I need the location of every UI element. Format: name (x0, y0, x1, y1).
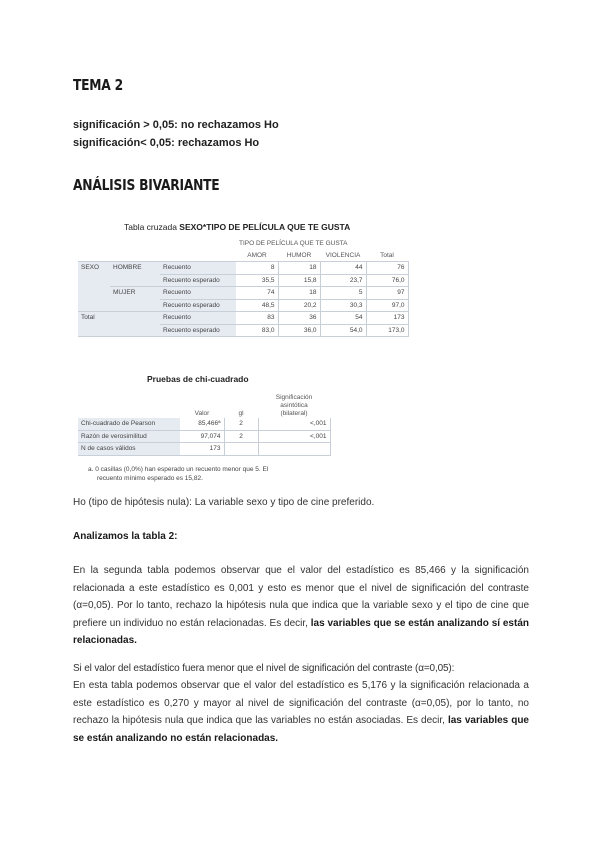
hombre-label: HOMBRE (110, 262, 160, 275)
sig-header-line-2: asintótica (280, 402, 308, 409)
paragraph-1-conclusion: las variables que se están analizando sí están relacionadas. (73, 617, 529, 646)
cell: 2 (224, 430, 258, 443)
cell: <,001 (258, 418, 330, 430)
cell: 85,466ª (180, 418, 224, 430)
analysis-heading: Analizamos la tabla 2: (73, 531, 178, 542)
cell: 36 (278, 312, 320, 325)
cell: 54 (320, 312, 366, 325)
col-header-humor: HUMOR (278, 250, 320, 262)
cell: 36,0 (278, 324, 320, 337)
cell: 97,0 (366, 299, 408, 312)
cell: 48,5 (236, 299, 278, 312)
row-label: Razón de verosimilitud (78, 430, 180, 443)
cell: 54,0 (320, 324, 366, 337)
col-header-gl: gl (238, 410, 244, 417)
cell: <,001 (258, 430, 330, 443)
table-row (78, 324, 408, 337)
crosstab-table (78, 238, 409, 337)
cell: 173 (366, 312, 408, 325)
row-label: Chi-cuadrado de Pearson (78, 418, 180, 430)
sig-header-line-3: (bilateral) (280, 410, 308, 417)
cell: 20,2 (278, 299, 320, 312)
paragraph-3-conclusion: las variables que se están analizando no están relacionadas. (73, 715, 529, 744)
col-header-violencia: VIOLENCIA (320, 250, 366, 262)
sexo-label: SEXO (78, 262, 110, 275)
chi-footnote-1: a. 0 casillas (0,0%) han esperado un recuento menor que 5. El (88, 466, 269, 473)
col-header-total: Total (366, 250, 408, 262)
total-label: Total (78, 312, 160, 325)
row-label: Recuento esperado (160, 274, 236, 287)
cell: 5 (320, 287, 366, 300)
col-header-valor: Valor (194, 410, 210, 417)
chi-table-title: Pruebas de chi-cuadrado (147, 374, 249, 384)
cell: 2 (224, 418, 258, 430)
cell: 97,074 (180, 430, 224, 443)
col-header-sig (258, 388, 330, 418)
cell: 76 (366, 262, 408, 275)
table-row (78, 299, 408, 312)
crosstab-group-header: TIPO DE PELÍCULA QUE TE GUSTA (239, 240, 348, 247)
cell: 173 (180, 443, 224, 456)
ho-definition: Ho (tipo de hipótesis nula): La variable sexo y tipo de cine preferido. (73, 497, 375, 508)
table-row (78, 312, 408, 325)
cell: 44 (320, 262, 366, 275)
cell: 76,0 (366, 274, 408, 287)
crosstab-title-prefix: Tabla cruzada (124, 222, 180, 232)
row-label: N de casos válidos (78, 443, 180, 456)
cell (224, 443, 258, 456)
rule-reject: significación< 0,05: rechazamos Ho (73, 137, 260, 149)
chi-footnote-2: recuento mínimo esperado es 15,82. (97, 475, 203, 482)
table-row (78, 262, 408, 275)
cell (258, 443, 330, 456)
row-label: Recuento esperado (160, 324, 236, 337)
col-header-amor: AMOR (236, 250, 278, 262)
cell: 18 (278, 262, 320, 275)
cell: 74 (236, 287, 278, 300)
cell: 23,7 (320, 274, 366, 287)
cell: 173,0 (366, 324, 408, 337)
crosstab-title-bold: SEXO*TIPO DE PELÍCULA QUE TE GUSTA (179, 222, 351, 232)
row-label: Recuento (160, 312, 236, 325)
row-label: Recuento (160, 262, 236, 275)
cell: 18 (278, 287, 320, 300)
section-title: ANÁLISIS BIVARIANTE (73, 176, 220, 194)
table-row (78, 287, 408, 300)
analysis-paragraph-1 (73, 562, 529, 650)
crosstab-title (124, 222, 350, 232)
table-row (78, 274, 408, 287)
table-row (78, 430, 330, 443)
cell: 30,3 (320, 299, 366, 312)
analysis-paragraph-3 (73, 677, 529, 747)
mujer-label: MUJER (110, 287, 160, 300)
cell: 35,5 (236, 274, 278, 287)
table-row (78, 443, 330, 456)
hypothetical-line: Si el valor del estadístico fuera menor que el nivel de significación del contraste (α=0,05): (73, 663, 455, 674)
sig-header-line-1: Significación (275, 394, 313, 401)
chi-square-table (78, 388, 331, 456)
table-row (78, 418, 330, 430)
paragraph-1-text: En la segunda tabla podemos observar que el valor del estadístico es 85,466 y la significación relacionada a este estadístico es 0,001 y esto es menor que el nivel de significación del contraste (α=0,05). Por lo tanto, rechazo la hipótesis nula que indica que la variable sexo y el tipo de cine que prefiere un individuo no están relacionadas. Es decir, (73, 565, 529, 629)
cell: 83 (236, 312, 278, 325)
paragraph-3-text: En esta tabla podemos observar que el valor del estadístico es 5,176 y la significación relacionada a este estadístico es 0,270 y mayor al nivel de significación del contraste (α=0,05), por lo tanto, no rechazo la hipótesis nula que indica que las variables no están asociadas. Es decir, (73, 680, 529, 726)
cell: 97 (366, 287, 408, 300)
tema-title: TEMA 2 (73, 76, 123, 94)
row-label: Recuento (160, 287, 236, 300)
cell: 15,8 (278, 274, 320, 287)
cell: 83,0 (236, 324, 278, 337)
cell: 8 (236, 262, 278, 275)
row-label: Recuento esperado (160, 299, 236, 312)
rule-no-reject: significación > 0,05: no rechazamos Ho (73, 119, 279, 131)
